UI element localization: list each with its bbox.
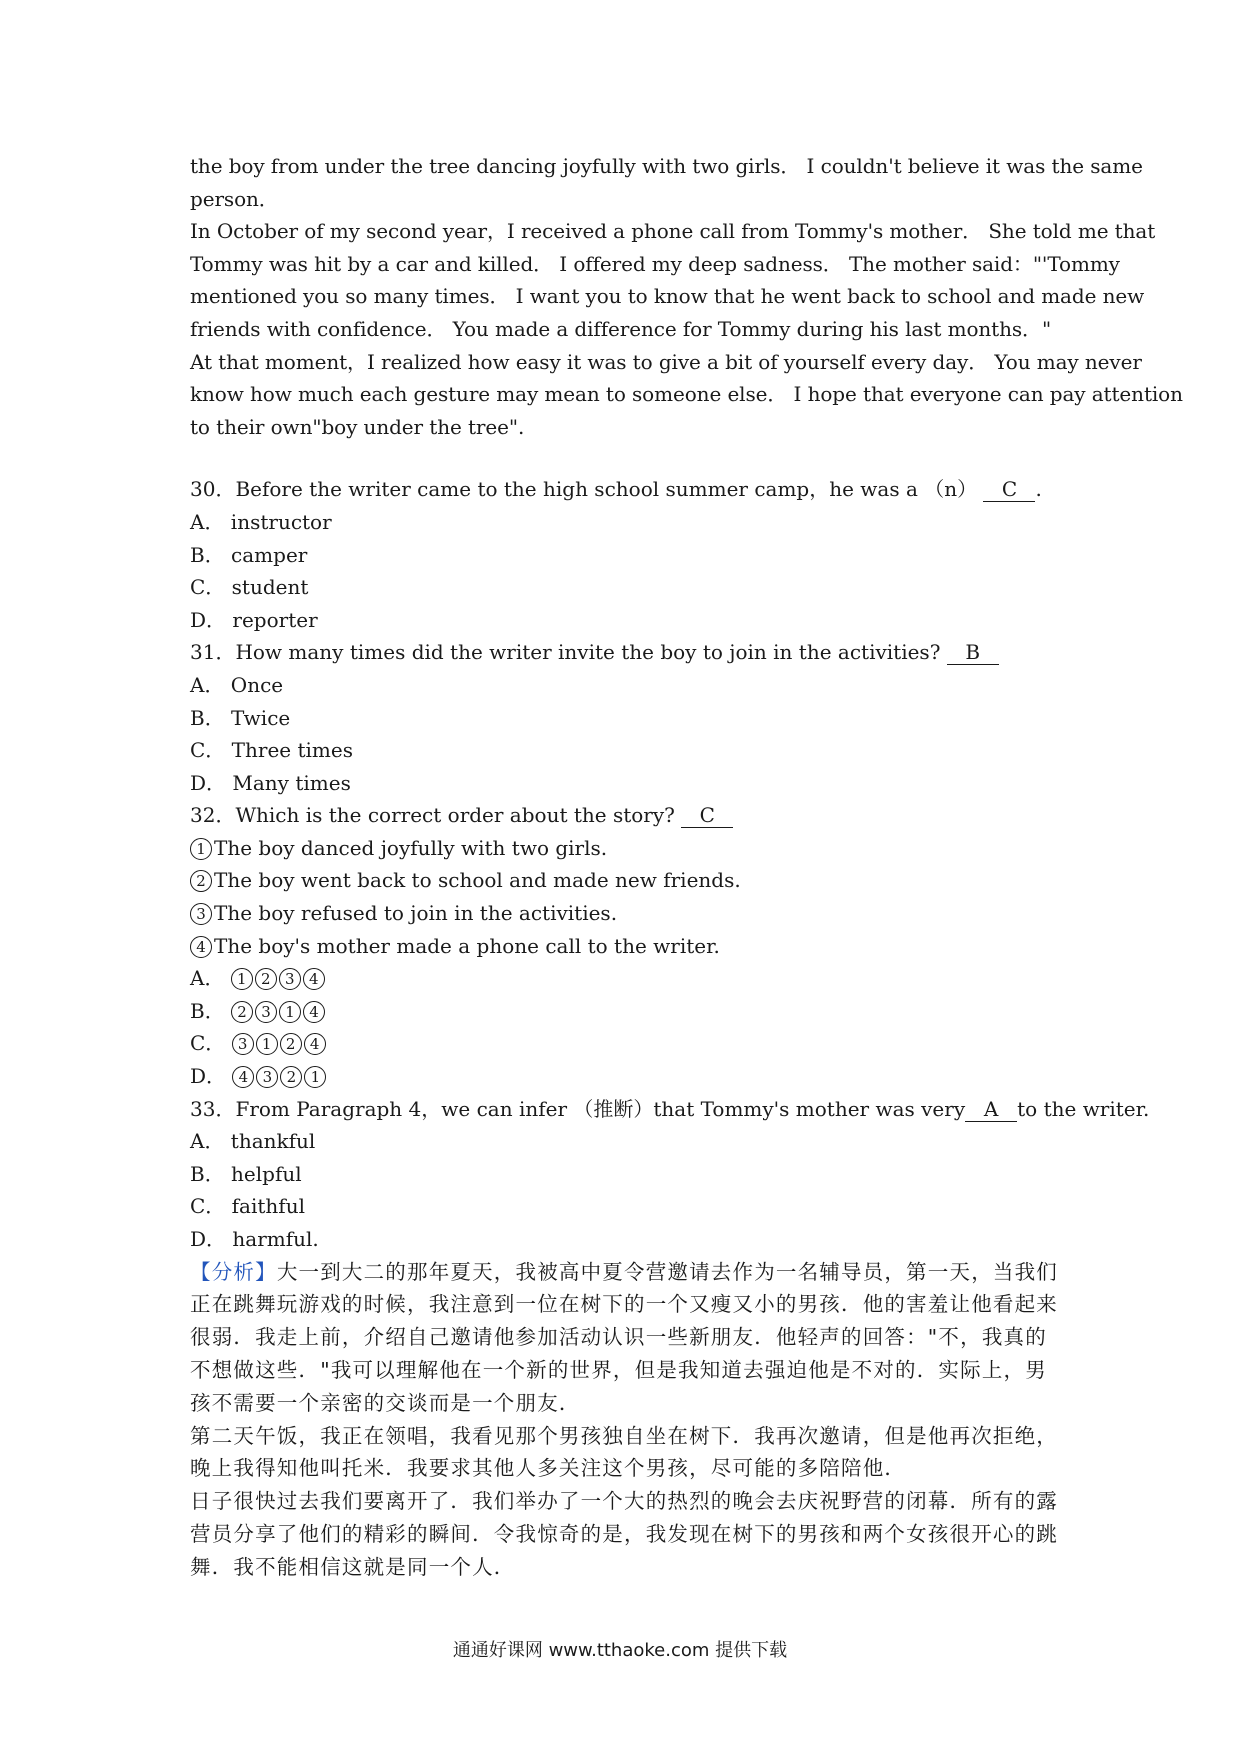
page-footer: 通通好课网 www.tthaoke.com 提供下载 xyxy=(452,1640,788,1661)
circled-number: 4 xyxy=(303,968,325,990)
question-stem xyxy=(190,799,1060,832)
answer-blank: B xyxy=(947,640,999,665)
analysis-tag: 【分析】 xyxy=(190,1259,277,1284)
circled-number: 2 xyxy=(231,1001,253,1023)
circled-number: 4 xyxy=(303,1001,325,1023)
question-stem xyxy=(190,1093,1150,1126)
circled-number: 3 xyxy=(279,968,301,990)
circled-number: 2 xyxy=(280,1066,302,1088)
question-end: . xyxy=(1035,477,1042,502)
option-letter: A． xyxy=(190,966,225,991)
passage-line: mentioned you so many times． I want you to know that he went back to school and made new xyxy=(190,284,1145,309)
analysis-section xyxy=(190,1256,1060,1584)
option: B． camper xyxy=(190,542,308,567)
circled-number: 3 xyxy=(232,1033,254,1055)
passage-line: person． xyxy=(190,186,279,211)
analysis-text: 大一到大二的那年夏天，我被高中夏令营邀请去作为一名辅导员，第一天，当我们正在跳舞玩游戏的时候，我注意到一位在树下的一个又瘦又小的男孩．他的害羞让他看起来很弱．我走上前，介绍自己邀请他参加活动认识一些新朋友．他轻声的回答："不，我真的不想做这些．"我可以理解他在一个新的世界，但是我知道去强迫他是不对的．实际上，男孩不需要一个亲密的交谈而是一个朋友． xyxy=(190,1259,1059,1415)
event-line xyxy=(190,897,1060,930)
event-line xyxy=(190,930,1060,963)
option-letter: D． xyxy=(190,1064,227,1089)
circled-number: 1 xyxy=(231,968,253,990)
circled-number: 1 xyxy=(304,1066,326,1088)
circled-number: 4 xyxy=(190,936,212,958)
event-text: The boy refused to join in the activities. xyxy=(214,901,618,926)
question-end: to the writer. xyxy=(1017,1096,1150,1121)
circled-number: 3 xyxy=(256,1066,278,1088)
option: D． reporter xyxy=(190,607,318,632)
document-body xyxy=(190,150,1183,1584)
option: B． Twice xyxy=(190,705,291,730)
question-30 xyxy=(190,473,1060,636)
circled-number: 4 xyxy=(304,1033,326,1055)
circled-number: 3 xyxy=(255,1001,277,1023)
question-stem xyxy=(190,473,1060,506)
option-letter: C． xyxy=(190,1031,226,1056)
option: C． Three times xyxy=(190,738,353,763)
passage-line: know how much each gesture may mean to someone else． I hope that everyone can pay attention xyxy=(190,382,1183,407)
question-text: 31．How many times did the writer invite the boy to join in the activities? xyxy=(190,640,941,665)
circled-number: 1 xyxy=(190,838,212,860)
circled-number: 2 xyxy=(280,1033,302,1055)
option xyxy=(190,962,1060,995)
question-text: 32．Which is the correct order about the story? xyxy=(190,803,675,828)
question-33 xyxy=(190,1093,1150,1256)
passage-line: In October of my second year，I received a phone call from Tommy's mother． She told me that xyxy=(190,219,1156,244)
question-text: 33．From Paragraph 4，we can infer （推断）that Tommy's mother was very xyxy=(190,1096,966,1121)
circled-number: 3 xyxy=(190,903,212,925)
answer-blank: C xyxy=(681,803,733,828)
question-text: 30．Before the writer came to the high school summer camp，he was a （n） xyxy=(190,477,978,502)
circled-number: 2 xyxy=(255,968,277,990)
analysis-paragraph xyxy=(190,1256,1060,1420)
question-32 xyxy=(190,799,1060,1092)
option: D． harmful. xyxy=(190,1227,319,1251)
passage-line: friends with confidence． You made a difference for Tommy during his last months．" xyxy=(190,316,1052,341)
option: B． helpful xyxy=(190,1161,302,1186)
passage-line: Tommy was hit by a car and killed． I offered my deep sadness． The mother said："'Tommy xyxy=(190,251,1120,276)
answer-blank: C xyxy=(983,477,1035,502)
option: A． instructor xyxy=(190,509,332,534)
passage-line: the boy from under the tree dancing joyfully with two girls． I couldn't believe it was the same xyxy=(190,154,1143,178)
circled-number: 1 xyxy=(279,1001,301,1023)
circled-number: 4 xyxy=(232,1066,254,1088)
option: C． faithful xyxy=(190,1194,305,1219)
event-text: The boy danced joyfully with two girls. xyxy=(214,835,608,860)
passage-line: to their own"boy under the tree". xyxy=(190,414,525,439)
option-letter: B． xyxy=(190,998,225,1023)
option: C． student xyxy=(190,575,309,600)
passage-line: At that moment，I realized how easy it was to give a bit of yourself every day． You may never xyxy=(190,349,1142,374)
answer-blank: A xyxy=(965,1097,1017,1122)
event-text: The boy's mother made a phone call to the writer. xyxy=(214,933,720,958)
circled-number: 1 xyxy=(256,1033,278,1055)
option: D． Many times xyxy=(190,770,351,795)
event-line xyxy=(190,864,1060,897)
question-stem xyxy=(190,636,1060,669)
analysis-paragraph: 第二天午饭，我正在领唱，我看见那个男孩独自坐在树下．我再次邀请，但是他再次拒绝，晚上我得知他叫托米．我要求其他人多关注这个男孩，尽可能的多陪陪他． xyxy=(190,1423,1058,1481)
option: A． Once xyxy=(190,672,284,697)
circled-number: 2 xyxy=(190,870,212,892)
option xyxy=(190,995,1060,1028)
option: A． thankful xyxy=(190,1129,316,1154)
analysis-paragraph: 日子很快过去我们要离开了．我们举办了一个大的热烈的晚会去庆祝野营的闭幕．所有的露营员分享了他们的精彩的瞬间．令我惊奇的是，我发现在树下的男孩和两个女孩很开心的跳舞．我不能相信这就是同一个人． xyxy=(190,1489,1058,1579)
reading-passage xyxy=(190,150,1183,443)
question-31 xyxy=(190,636,1060,799)
option xyxy=(190,1027,1060,1060)
option xyxy=(190,1060,1060,1093)
event-line xyxy=(190,832,1060,865)
event-text: The boy went back to school and made new friends. xyxy=(214,868,741,893)
